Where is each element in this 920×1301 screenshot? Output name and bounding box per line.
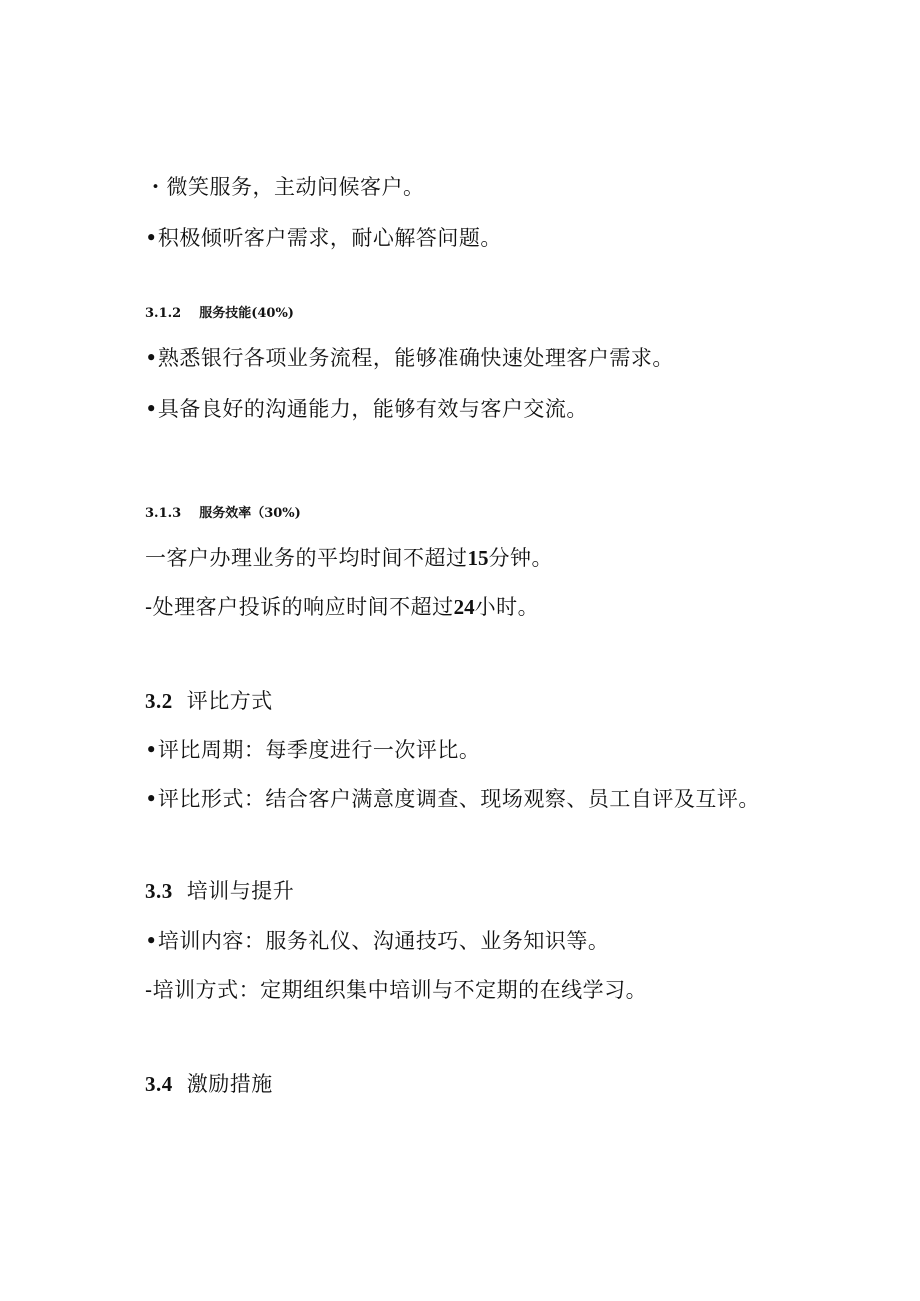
bullet-evaluation-cycle: •评比周期：每季度进行一次评比。	[145, 738, 481, 762]
bullet-smile-service: ・微笑服务，主动问候客户。	[145, 175, 425, 199]
bullet-evaluation-form: •评比形式：结合客户满意度调查、现场观察、员工自评及互评。	[145, 787, 760, 811]
subsection-number: 3.1.3	[145, 506, 182, 521]
subsection-number: 3.1.2	[145, 306, 182, 321]
bullet-business-process: •熟悉银行各项业务流程，能够准确快速处理客户需求。	[145, 346, 674, 370]
value-hours: 24	[453, 595, 475, 619]
section-3-4-heading	[145, 1069, 273, 1099]
section-title: 评比方式	[186, 689, 273, 713]
subsection-title: 服务效率（30%)	[199, 506, 301, 521]
subsection-3-1-3-heading	[145, 504, 301, 524]
section-number: 3.3	[145, 879, 173, 903]
subsection-3-1-2-heading	[145, 304, 294, 324]
section-title: 激励措施	[186, 1072, 273, 1096]
text-pre: 一客户办理业务的平均时间不超过	[145, 546, 468, 570]
section-number: 3.2	[145, 689, 173, 713]
text-post: 小时。	[474, 595, 540, 619]
subsection-title: 服务技能(40%)	[199, 306, 294, 321]
section-title: 培训与提升	[186, 879, 295, 903]
bullet-listen-customer: •积极倾听客户需求，耐心解答问题。	[145, 226, 502, 250]
bullet-training-content: •培训内容：服务礼仪、沟通技巧、业务知识等。	[145, 929, 610, 953]
section-3-3-heading	[145, 876, 294, 906]
bullet-complaint-response	[145, 592, 539, 622]
bullet-communication: •具备良好的沟通能力，能够有效与客户交流。	[145, 397, 588, 421]
value-minutes: 15	[467, 546, 489, 570]
text-pre: -处理客户投诉的响应时间不超过	[145, 595, 454, 619]
section-number: 3.4	[145, 1072, 173, 1096]
section-3-2-heading	[145, 686, 273, 716]
bullet-training-method: -培训方式：定期组织集中培训与不定期的在线学习。	[145, 978, 648, 1002]
text-post: 分钟。	[488, 546, 553, 570]
bullet-average-time	[145, 543, 553, 573]
